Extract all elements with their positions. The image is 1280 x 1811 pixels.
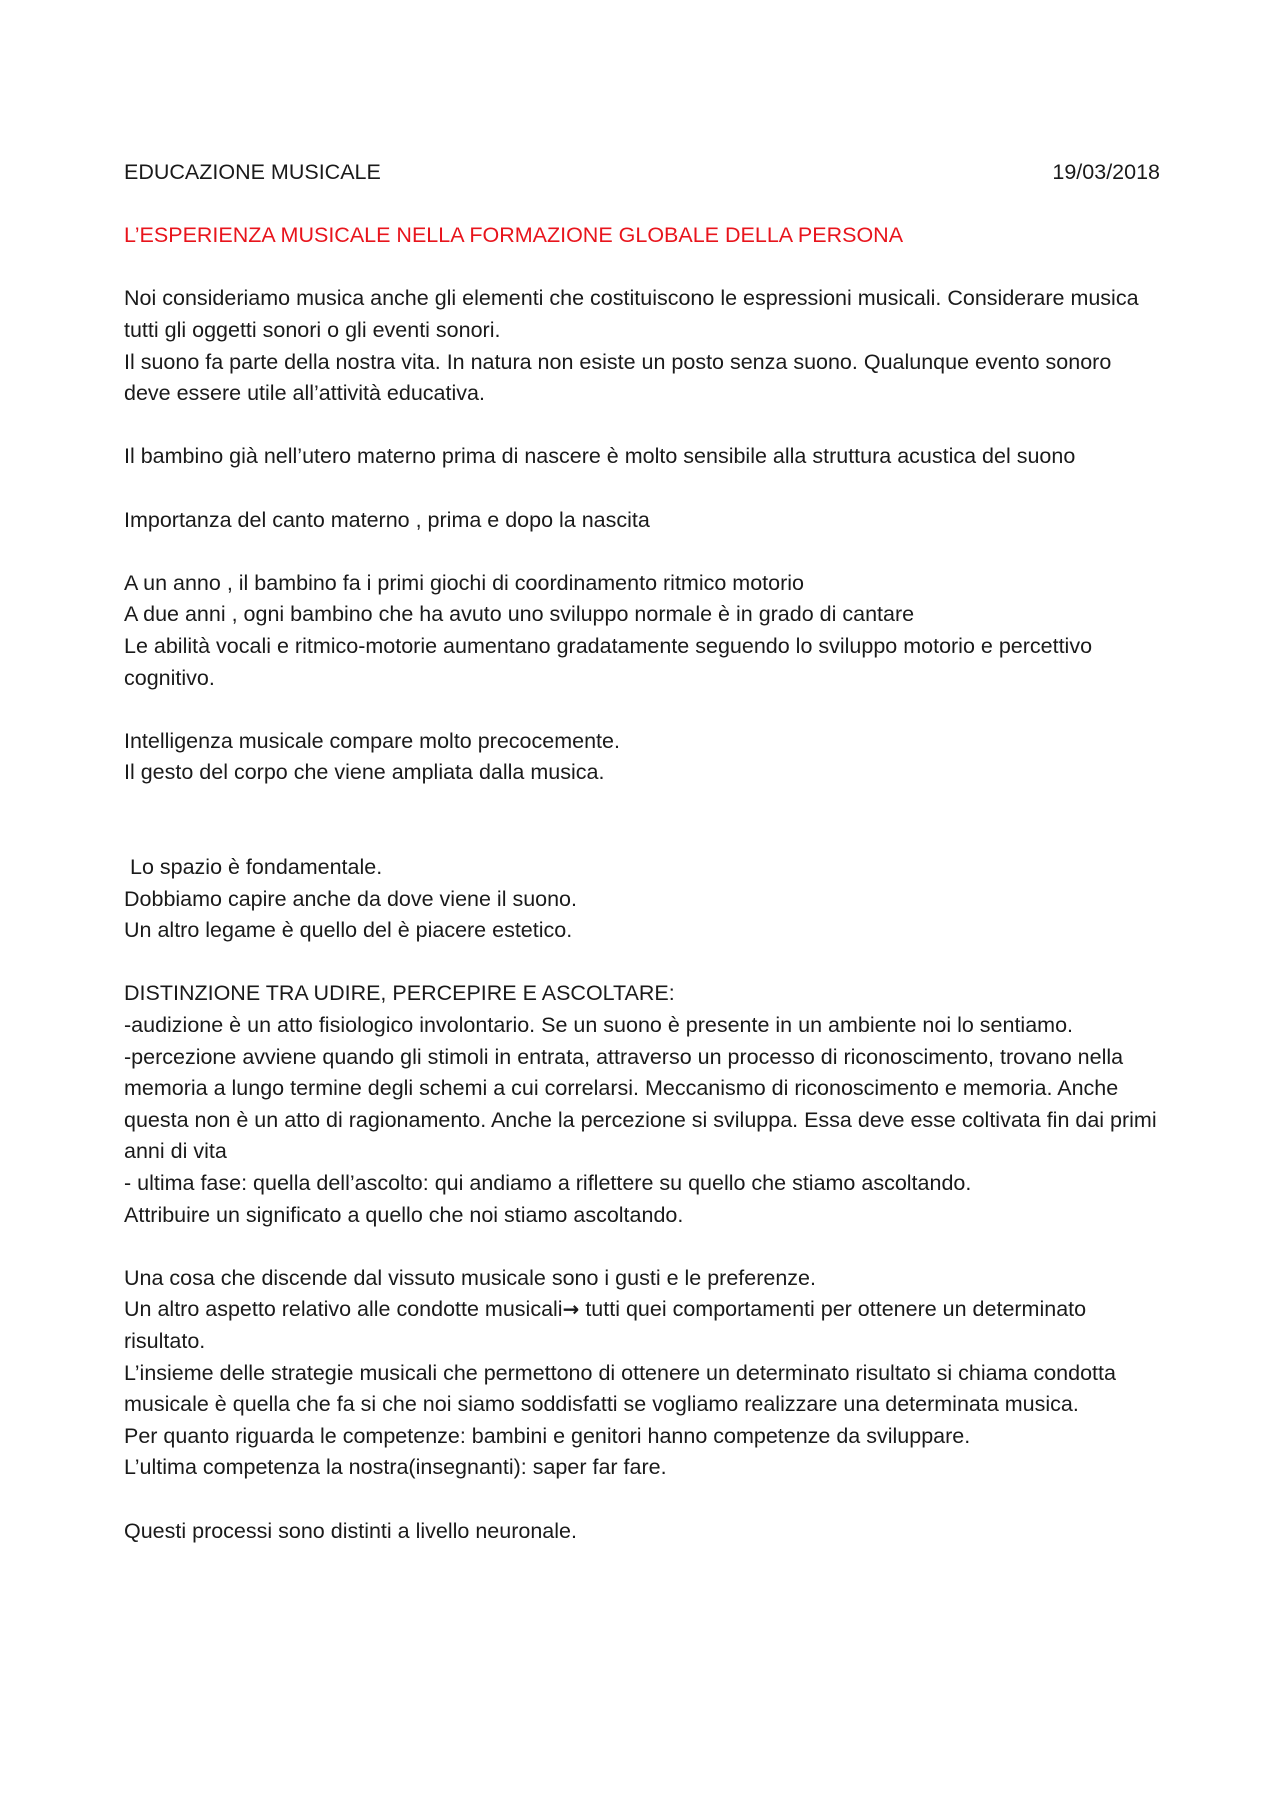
paragraph-line: Questi processi sono distinti a livello neuronale.: [124, 1518, 577, 1543]
paragraph-line: Una cosa che discende dal vissuto musicale sono i gusti e le preferenze.: [124, 1265, 816, 1290]
paragraph-line: Le abilità vocali e ritmico-motorie aumentano gradatamente seguendo lo sviluppo motorio e percettivo cognitivo.: [124, 633, 1093, 690]
paragraph-block-intelligence: [124, 726, 1160, 789]
document-header: [124, 157, 1160, 189]
paragraph-line: Il bambino già nell’utero materno prima di nascere è molto sensibile alla struttura acustica del suono: [124, 444, 1076, 469]
section-heading: DISTINZIONE TRA UDIRE, PERCEPIRE E ASCOLTARE:: [124, 981, 675, 1006]
paragraph-line: Intelligenza musicale compare molto precocemente.: [124, 728, 620, 753]
paragraph-line: Il gesto del corpo che viene ampliata dalla musica.: [124, 760, 605, 785]
paragraph-line: A due anni , ogni bambino che ha avuto uno sviluppo normale è in grado di cantare: [124, 602, 915, 627]
paragraph-block-music-elements: [124, 283, 1160, 409]
paragraph-line: Dobbiamo capire anche da dove viene il suono.: [124, 886, 577, 911]
paragraph-line: Il suono fa parte della nostra vita. In natura non esiste un posto senza suono. Qualunque evento sonoro deve essere utile all’attività educativa.: [124, 349, 1112, 406]
paragraph-line: A un anno , il bambino fa i primi giochi di coordinamento ritmico motorio: [124, 570, 804, 595]
paragraph-block-prenatal: [124, 441, 1160, 473]
subject-label: EDUCAZIONE MUSICALE: [124, 160, 381, 184]
paragraph-line: L’insieme delle strategie musicali che permettono di ottenere un determinato risultato si chiama condotta musicale è quella che fa si che noi siamo soddisfatti se vogliamo realizzare una determinata musica.: [124, 1360, 1116, 1417]
paragraph-block-space: [124, 852, 1160, 947]
arrow-line-text-start: Un altro aspetto relativo alle condotte musicali: [124, 1297, 563, 1322]
paragraph-block-neuronal: [124, 1516, 1160, 1548]
paragraph-line: Per quanto riguarda le competenze: bambini e genitori hanno competenze da sviluppare.: [124, 1423, 971, 1448]
paragraph-line: Un altro legame è quello del è piacere estetico.: [124, 918, 573, 943]
paragraph-block-tastes: [124, 1263, 1160, 1484]
date-label: 19/03/2018: [1052, 160, 1160, 184]
document-title: L’ESPERIENZA MUSICALE NELLA FORMAZIONE GLOBALE DELLA PERSONA: [124, 223, 904, 248]
paragraph-line: -audizione è un atto fisiologico involontario. Se un suono è presente in un ambiente noi lo sentiamo.: [124, 1013, 1074, 1038]
document-page: [124, 157, 1160, 1579]
paragraph-line: Attribuire un significato a quello che noi stiamo ascoltando.: [124, 1202, 684, 1227]
arrow-line-text-end: tutti quei comportamenti per ottenere un determinato risultato.: [124, 1297, 1087, 1353]
paragraph-line-with-arrow: [124, 1294, 1160, 1357]
paragraph-block-distinction: [124, 978, 1160, 1231]
paragraph-block-development: [124, 568, 1160, 694]
paragraph-line: -percezione avviene quando gli stimoli in entrata, attraverso un processo di riconoscimento, trovano nella memoria a lungo termine degli schemi a cui correlarsi. Meccanismo di riconoscimento e memoria. Anche questa non è un atto di ragionamento. Anche la percezione si sviluppa. Essa deve esse coltivata fin dai primi anni di vita: [124, 1044, 1157, 1164]
paragraph-line: Lo spazio è fondamentale.: [129, 855, 383, 880]
paragraph-line: Noi consideriamo musica anche gli elementi che costituiscono le espressioni musicali. Considerare musica tutti gli oggetti sonori o gli eventi sonori.: [124, 286, 1139, 342]
paragraph-line: Importanza del canto materno , prima e dopo la nascita: [124, 507, 650, 532]
paragraph-line: L’ultima competenza la nostra(insegnanti): saper far fare.: [124, 1455, 667, 1480]
paragraph-block-maternal-song: [124, 505, 1160, 537]
paragraph-line: - ultima fase: quella dell’ascolto: qui andiamo a riflettere su quello che stiamo ascoltando.: [124, 1171, 972, 1195]
arrow-right-icon: →: [562, 1297, 580, 1322]
